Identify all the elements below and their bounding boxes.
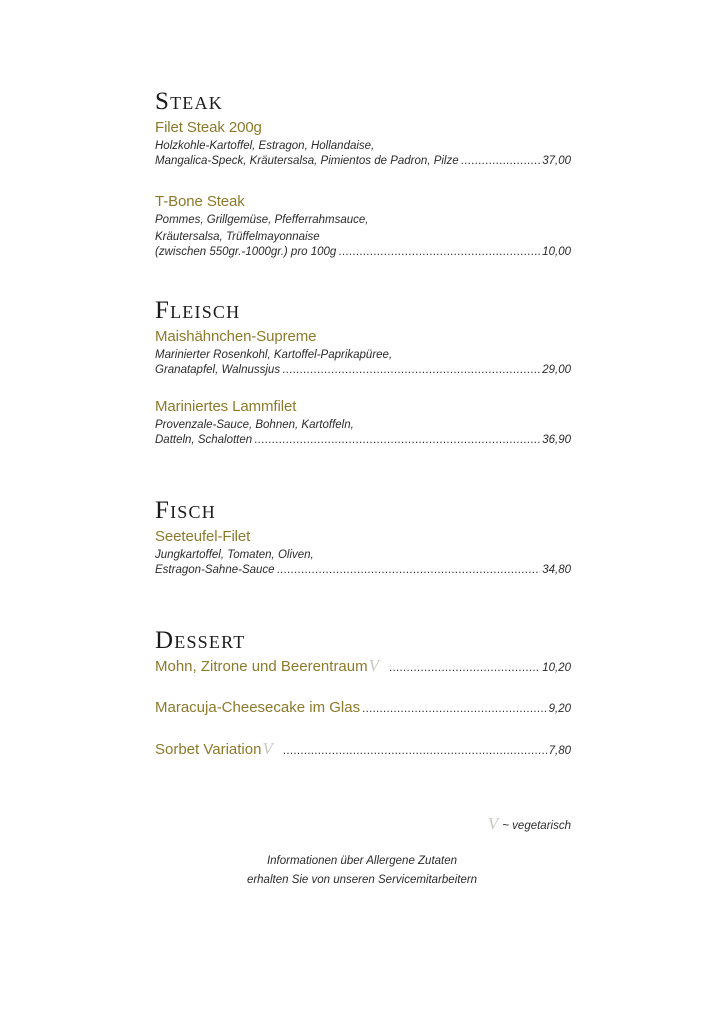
menu-item-description: Pommes, Grillgemüse, Pfefferrahmsauce, [155,214,369,226]
menu-item-price: 29,00 [542,364,571,376]
menu-item-name: Mohn, Zitrone und Beerentraum [155,658,368,675]
dot-leader [338,246,540,258]
menu-item-name: T-Bone Steak [155,193,245,210]
menu-item-price-row [155,155,571,167]
menu-item-price: 10,20 [542,662,571,674]
section-title-fisch: FISCH [155,497,216,524]
menu-item-price: 9,20 [548,703,571,715]
dot-leader [461,155,541,167]
menu-item-price-row [155,740,571,758]
menu-item-price: 36,90 [542,434,571,446]
menu-item-description: (zwischen 550gr.-1000gr.) pro 100g [155,246,337,258]
menu-item-name: Mariniertes Lammfilet [155,398,297,415]
section-title-fleisch: FLEISCH [155,297,241,324]
menu-item-description: Holzkohle-Kartoffel, Estragon, Hollandaise, [155,140,375,152]
menu-item-price-row [155,246,571,258]
menu-item-description: Mangalica-Speck, Kräutersalsa, Pimientos de Padron, Pilze [155,155,459,167]
menu-item-name: Maishähnchen-Supreme [155,328,317,345]
menu-item-price-row [155,699,571,716]
menu-item-name: Filet Steak 200g [155,119,262,136]
menu-item-name: Seeteufel-Filet [155,528,251,545]
dot-leader [254,434,540,446]
dot-leader [389,662,540,674]
menu-item-description: Provenzale-Sauce, Bohnen, Kartoffeln, [155,419,354,431]
menu-item-description: Jungkartoffel, Tomaten, Oliven, [155,549,314,561]
vegetarian-legend [460,815,571,834]
section-title-dessert: DESSERT [155,627,246,654]
section-title-steak: STEAK [155,88,223,115]
menu-item-description: Kräutersalsa, Trüffelmayonnaise [155,231,320,243]
vegetarian-icon: V [368,656,380,675]
legend-text: ~ vegetarisch [502,820,571,832]
menu-item-price-row [155,364,571,376]
menu-item-name: Sorbet Variation [155,741,262,758]
dot-leader [277,564,541,576]
dot-leader [283,745,547,757]
menu-item-description: Estragon-Sahne-Sauce [155,564,275,576]
vegetarian-icon: V [487,814,499,833]
menu-item-price: 10,00 [542,246,571,258]
menu-item-description: Marinierter Rosenkohl, Kartoffel-Paprikapüree, [155,349,393,361]
menu-item-description: Datteln, Schalotten [155,434,253,446]
menu-item-description: Granatapfel, Walnussjus [155,364,281,376]
menu-item-price: 7,80 [548,745,571,757]
menu-item-price-row [155,564,571,576]
menu-item-price: 34,80 [542,564,571,576]
menu-item-name: Maracuja-Cheesecake im Glas [155,699,361,716]
menu-item-price: 37,00 [542,155,571,167]
menu-item-price-row [155,657,571,675]
allergen-info-line: Informationen über Allergene Zutaten [266,855,458,867]
menu-item-price-row [155,434,571,446]
dot-leader [362,703,547,715]
allergen-info-line: erhalten Sie von unseren Servicemitarbeitern [246,874,478,886]
dot-leader [282,364,540,376]
vegetarian-icon: V [262,739,273,758]
